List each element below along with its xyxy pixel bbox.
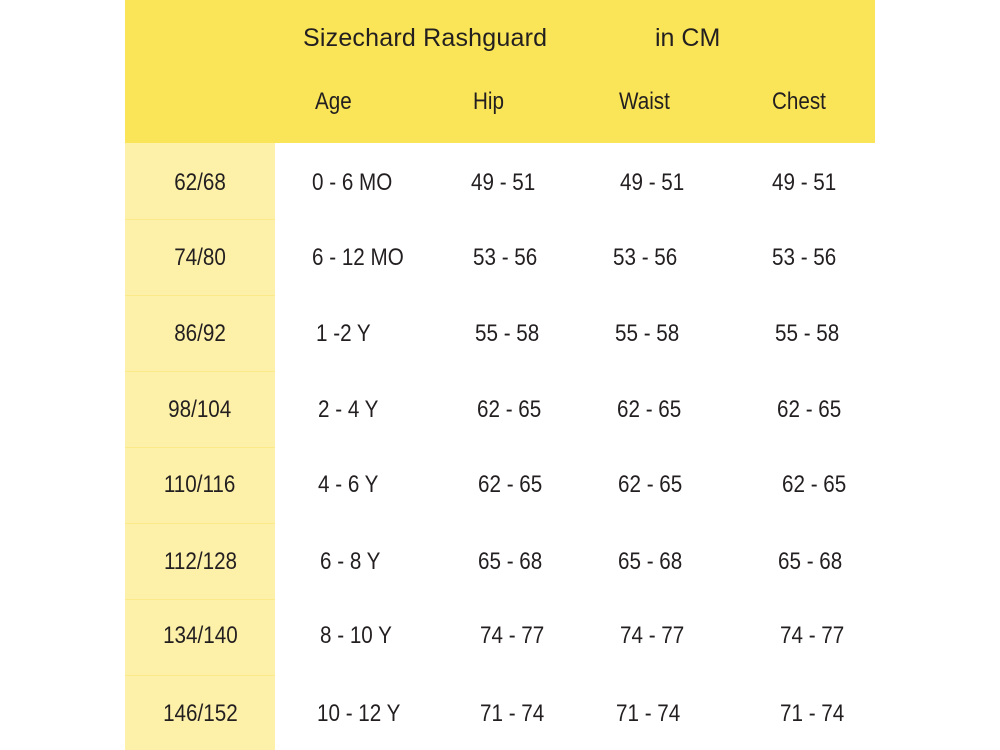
row-divider — [125, 371, 275, 372]
column-header-chest: Chest — [772, 88, 826, 115]
age-cell: 8 - 10 Y — [320, 622, 392, 649]
chest-cell: 62 - 65 — [782, 471, 847, 498]
chest-cell: 65 - 68 — [778, 548, 843, 575]
hip-cell: 62 - 65 — [478, 471, 543, 498]
size-label: 98/104 — [168, 396, 232, 423]
hip-cell: 71 - 74 — [480, 700, 545, 727]
hip-cell: 74 - 77 — [480, 622, 545, 649]
size-cell — [125, 396, 275, 424]
size-chart — [125, 0, 875, 750]
waist-cell: 49 - 51 — [620, 169, 685, 196]
row-divider — [125, 599, 275, 600]
size-cell — [125, 548, 275, 576]
chart-title: Sizechard Rashguard — [303, 24, 548, 52]
waist-cell: 74 - 77 — [620, 622, 685, 649]
row-divider — [125, 295, 275, 296]
size-column — [125, 143, 275, 750]
hip-cell: 55 - 58 — [475, 320, 540, 347]
waist-cell: 55 - 58 — [615, 320, 680, 347]
chest-cell: 49 - 51 — [772, 169, 837, 196]
waist-cell: 65 - 68 — [618, 548, 683, 575]
size-cell — [125, 622, 275, 650]
row-divider — [125, 675, 275, 676]
size-label: 86/92 — [174, 320, 226, 347]
age-cell: 1 -2 Y — [316, 320, 371, 347]
row-divider — [125, 447, 275, 448]
chest-cell: 71 - 74 — [780, 700, 845, 727]
column-header-age: Age — [315, 88, 352, 115]
size-label: 112/128 — [163, 548, 237, 575]
row-divider — [125, 523, 275, 524]
waist-cell: 71 - 74 — [616, 700, 681, 727]
age-cell: 6 - 8 Y — [320, 548, 381, 575]
size-label: 134/140 — [162, 622, 238, 649]
size-cell — [125, 244, 275, 272]
column-header-hip: Hip — [473, 88, 504, 115]
hip-cell: 65 - 68 — [478, 548, 543, 575]
size-label: 62/68 — [174, 169, 226, 196]
chart-header — [125, 0, 875, 143]
column-header-waist: Waist — [619, 88, 670, 115]
size-label: 110/116 — [164, 471, 236, 498]
age-cell: 2 - 4 Y — [318, 396, 379, 423]
waist-cell: 62 - 65 — [617, 396, 682, 423]
hip-cell: 53 - 56 — [473, 244, 538, 271]
age-cell: 6 - 12 MO — [312, 244, 404, 271]
size-label: 74/80 — [174, 244, 226, 271]
waist-cell: 53 - 56 — [613, 244, 678, 271]
size-cell — [125, 320, 275, 348]
chest-cell: 62 - 65 — [777, 396, 842, 423]
size-cell — [125, 700, 275, 728]
chest-cell: 55 - 58 — [775, 320, 840, 347]
size-cell — [125, 169, 275, 197]
size-cell — [125, 471, 275, 499]
age-cell: 0 - 6 MO — [312, 169, 393, 196]
chest-cell: 53 - 56 — [772, 244, 837, 271]
size-label: 146/152 — [162, 700, 238, 727]
hip-cell: 49 - 51 — [471, 169, 536, 196]
age-cell: 10 - 12 Y — [317, 700, 401, 727]
row-divider — [125, 219, 275, 220]
chest-cell: 74 - 77 — [780, 622, 845, 649]
waist-cell: 62 - 65 — [618, 471, 683, 498]
age-cell: 4 - 6 Y — [318, 471, 379, 498]
unit-label: in CM — [655, 24, 721, 52]
hip-cell: 62 - 65 — [477, 396, 542, 423]
